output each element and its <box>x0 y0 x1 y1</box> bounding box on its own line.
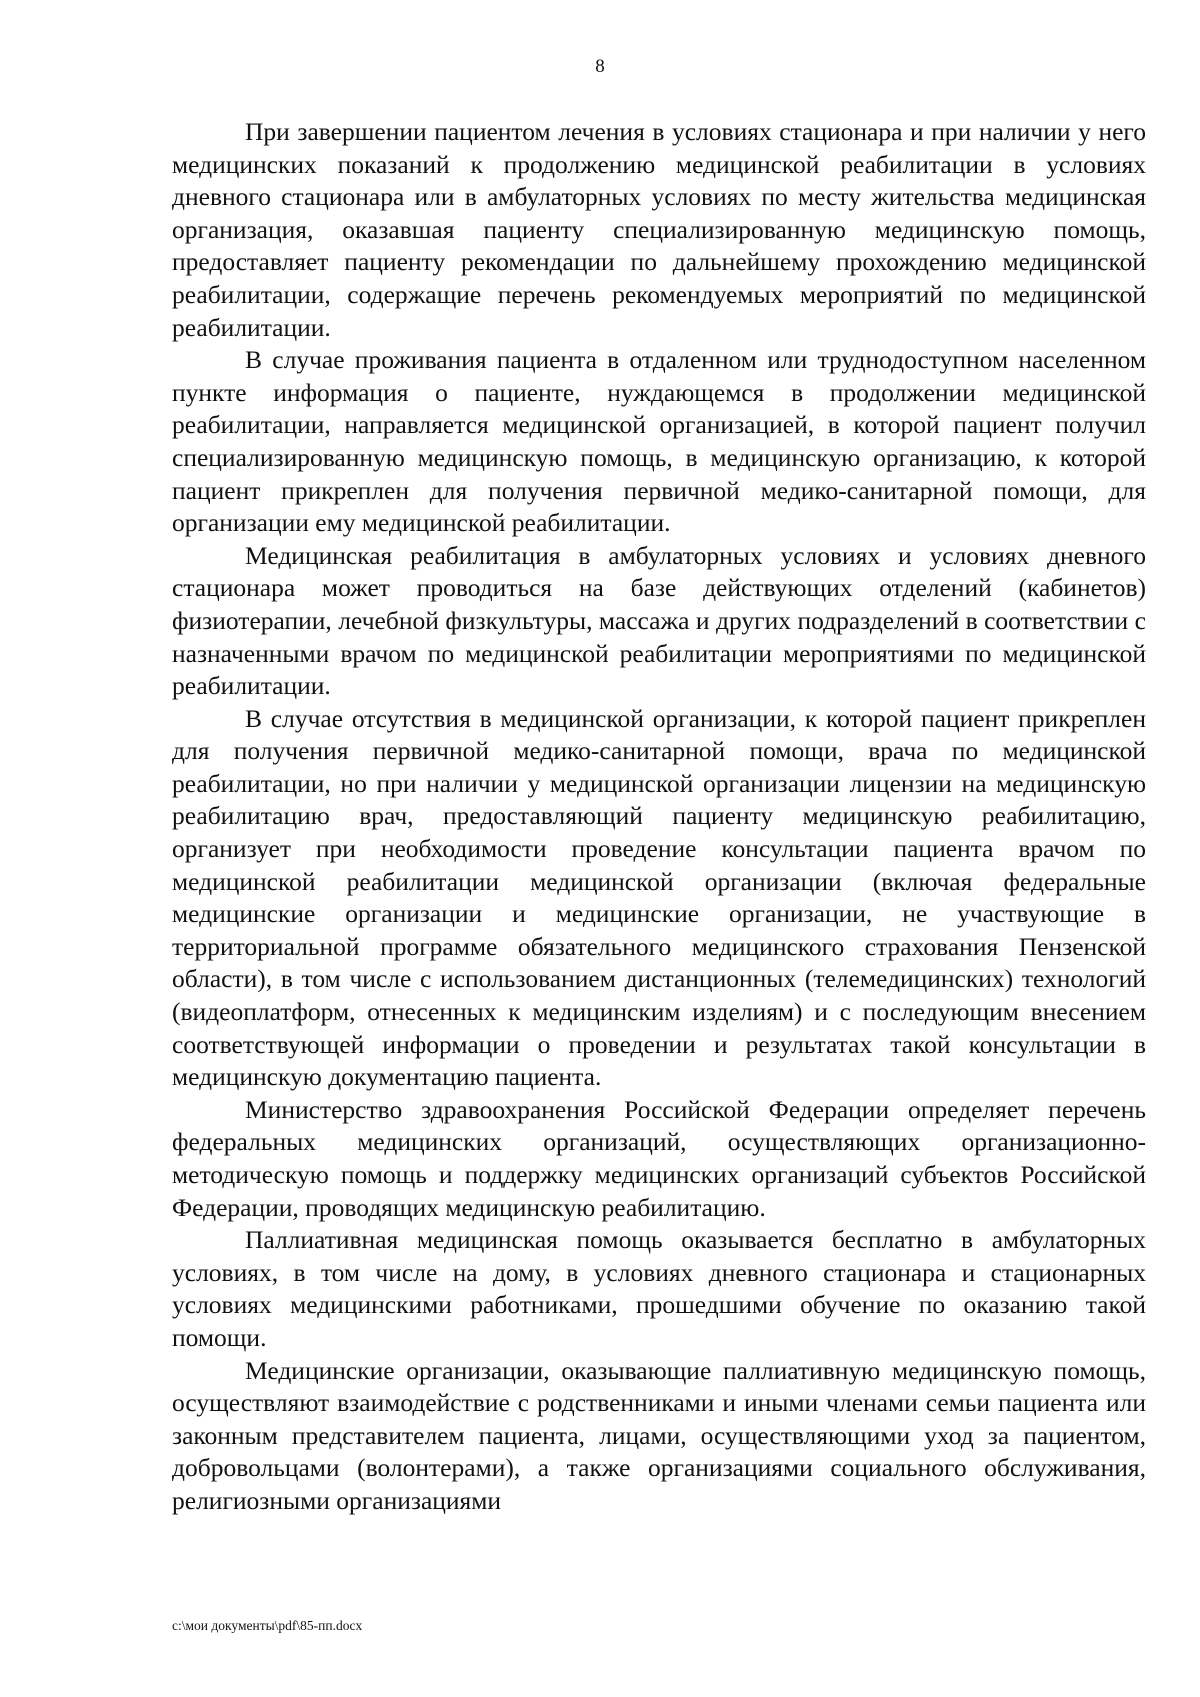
paragraph-palliative-interaction: Медицинские организации, оказывающие паллиативную медицинскую помощь, осуществляют взаимодействие с родственниками и иными членами семьи пациента или законным представителем пациента, лицами, осуществляющими уход за пациентом, добровольцами (волонтерами), а также организациями социального обслуживания, религиозными организациями <box>172 1355 1146 1515</box>
page-number: 8 <box>595 56 605 77</box>
footer-file-path: c:\мои документы\pdf\85-пп.docx <box>172 1618 363 1633</box>
body-text <box>172 116 1146 1518</box>
paragraph-inpatient-completion: При завершении пациентом лечения в условиях стационара и при наличии у него медицинских показаний к продолжению медицинской реабилитации в условиях дневного стационара или в амбулаторных условиях по месту жительства медицинская организация, оказавшая пациенту специализированную медицинскую помощь, предоставляет пациенту рекомендации по дальнейшему прохождению медицинской реабилитации, содержащие перечень рекомендуемых мероприятий по медицинской реабилитации. <box>172 117 1146 342</box>
paragraph-outpatient-rehabilitation: Медицинская реабилитация в амбулаторных условиях и условиях дневного стационара может проводиться на базе действующих отделений (кабинетов) физиотерапии, лечебной физкультуры, массажа и других подразделений в соответствии с назначенными врачом по медицинской реабилитации мероприятиями по медицинской реабилитации. <box>172 540 1146 701</box>
paragraph-remote-residence: В случае проживания пациента в отдаленном или труднодоступном населенном пункте информация о пациенте, нуждающемся в продолжении медицинской реабилитации, направляется медицинской организацией, в которой пациент получил специализированную медицинскую помощь, в медицинскую организацию, к которой пациент прикреплен для получения первичной медико-санитарной помощи, для организации ему медицинской реабилитации. <box>172 345 1146 538</box>
paragraph-ministry-list: Министерство здравоохранения Российской Федерации определяет перечень федеральных медицинских организаций, осуществляющих организационно-методическую помощь и поддержку медицинских организаций субъектов Российской Федерации, проводящих медицинскую реабилитацию. <box>172 1094 1146 1222</box>
paragraph-no-rehabilitation-doctor: В случае отсутствия в медицинской организации, к которой пациент прикреплен для получения первичной медико-санитарной помощи, врача по медицинской реабилитации, но при наличии у медицинской организации лицензии на медицинскую реабилитацию врач, предоставляющий пациенту медицинскую реабилитацию, организует при необходимости проведение консультации пациента врачом по медицинской реабилитации медицинской организации (включая федеральные медицинские организации и медицинские организации, не участвующие в территориальной программе обязательного медицинского страхования Пензенской области), в том числе с использованием дистанционных (телемедицинских) технологий (видеоплатформ, отнесенных к медицинским изделиям) и с последующим внесением соответствующей информации о проведении и результатах такой консультации в медицинскую документацию пациента. <box>172 703 1146 1092</box>
paragraph-palliative-care: Паллиативная медицинская помощь оказывается бесплатно в амбулаторных условиях, в том числе на дому, в условиях дневного стационара и стационарных условиях медицинскими работниками, прошедшими обучение по оказанию такой помощи. <box>172 1225 1146 1352</box>
